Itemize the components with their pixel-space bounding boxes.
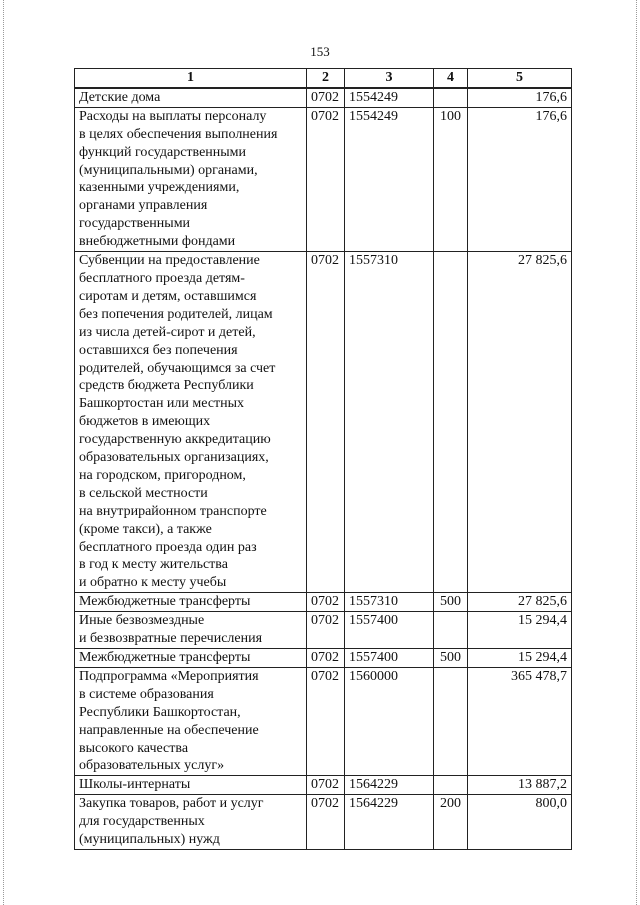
table-header-row	[75, 69, 572, 88]
row-amount: 27 825,6	[468, 593, 572, 612]
scan-edge-right	[636, 0, 637, 905]
table-row	[75, 88, 572, 107]
row-name: Закупка товаров, работ и услуг для государственных (муниципальных) нужд	[75, 795, 307, 850]
row-amount: 365 478,7	[468, 667, 572, 775]
row-amount: 800,0	[468, 795, 572, 850]
row-section-code: 0702	[307, 107, 345, 251]
row-expense-type	[434, 667, 468, 775]
row-section-code: 0702	[307, 795, 345, 850]
row-target-code: 1557400	[345, 612, 434, 649]
table-row	[75, 667, 572, 775]
table-row	[75, 649, 572, 668]
row-name: Школы-интернаты	[75, 776, 307, 795]
row-amount: 13 887,2	[468, 776, 572, 795]
row-expense-type	[434, 612, 468, 649]
scan-edge-left	[3, 0, 4, 905]
row-expense-type: 500	[434, 649, 468, 668]
table-row	[75, 107, 572, 251]
row-target-code: 1564229	[345, 795, 434, 850]
row-name: Иные безвозмездные и безвозвратные перечисления	[75, 612, 307, 649]
row-section-code: 0702	[307, 593, 345, 612]
row-name: Подпрограмма «Мероприятия в системе образования Республики Башкортостан, направленные на обеспечение высокого качества образовательных услуг»	[75, 667, 307, 775]
row-expense-type: 500	[434, 593, 468, 612]
table-row	[75, 252, 572, 593]
page-number: 153	[310, 44, 330, 59]
row-section-code: 0702	[307, 649, 345, 668]
header-column-1: 1	[75, 69, 307, 88]
table-row	[75, 612, 572, 649]
row-name: Межбюджетные трансферты	[75, 593, 307, 612]
table-row	[75, 795, 572, 850]
row-target-code: 1554249	[345, 88, 434, 107]
row-expense-type	[434, 776, 468, 795]
header-column-5: 5	[468, 69, 572, 88]
row-amount: 27 825,6	[468, 252, 572, 593]
budget-table	[74, 68, 572, 850]
row-amount: 176,6	[468, 88, 572, 107]
row-target-code: 1554249	[345, 107, 434, 251]
row-target-code: 1557400	[345, 649, 434, 668]
header-column-2: 2	[307, 69, 345, 88]
row-expense-type	[434, 252, 468, 593]
row-name: Межбюджетные трансферты	[75, 649, 307, 668]
table-row	[75, 776, 572, 795]
row-section-code: 0702	[307, 88, 345, 107]
row-section-code: 0702	[307, 252, 345, 593]
header-column-4: 4	[434, 69, 468, 88]
row-target-code: 1557310	[345, 593, 434, 612]
header-column-3: 3	[345, 69, 434, 88]
row-amount: 15 294,4	[468, 649, 572, 668]
row-section-code: 0702	[307, 612, 345, 649]
row-expense-type: 200	[434, 795, 468, 850]
table-row	[75, 593, 572, 612]
row-name: Субвенции на предоставление бесплатного проезда детям- сиротам и детям, оставшимся без попечения родителей, лицам из числа детей-сирот и детей, оставшихся без попечения родителей, обучающимся за счет средств бюджета Республики Башкортостан или местных бюджетов в имеющих государственную аккредитацию образовательных организациях, на городском, пригородном, в сельской местности на внутрирайонном транспорте (кроме такси), а также бесплатного проезда один раз в год к месту жительства и обратно к месту учебы	[75, 252, 307, 593]
row-expense-type	[434, 88, 468, 107]
row-target-code: 1564229	[345, 776, 434, 795]
row-expense-type: 100	[434, 107, 468, 251]
row-name: Детские дома	[75, 88, 307, 107]
row-target-code: 1560000	[345, 667, 434, 775]
row-target-code: 1557310	[345, 252, 434, 593]
row-section-code: 0702	[307, 667, 345, 775]
row-amount: 15 294,4	[468, 612, 572, 649]
row-section-code: 0702	[307, 776, 345, 795]
row-amount: 176,6	[468, 107, 572, 251]
row-name: Расходы на выплаты персоналу в целях обеспечения выполнения функций государственными (муниципальными) органами, казенными учреждениями, органами управления государственными внебюджетными фондами	[75, 107, 307, 251]
